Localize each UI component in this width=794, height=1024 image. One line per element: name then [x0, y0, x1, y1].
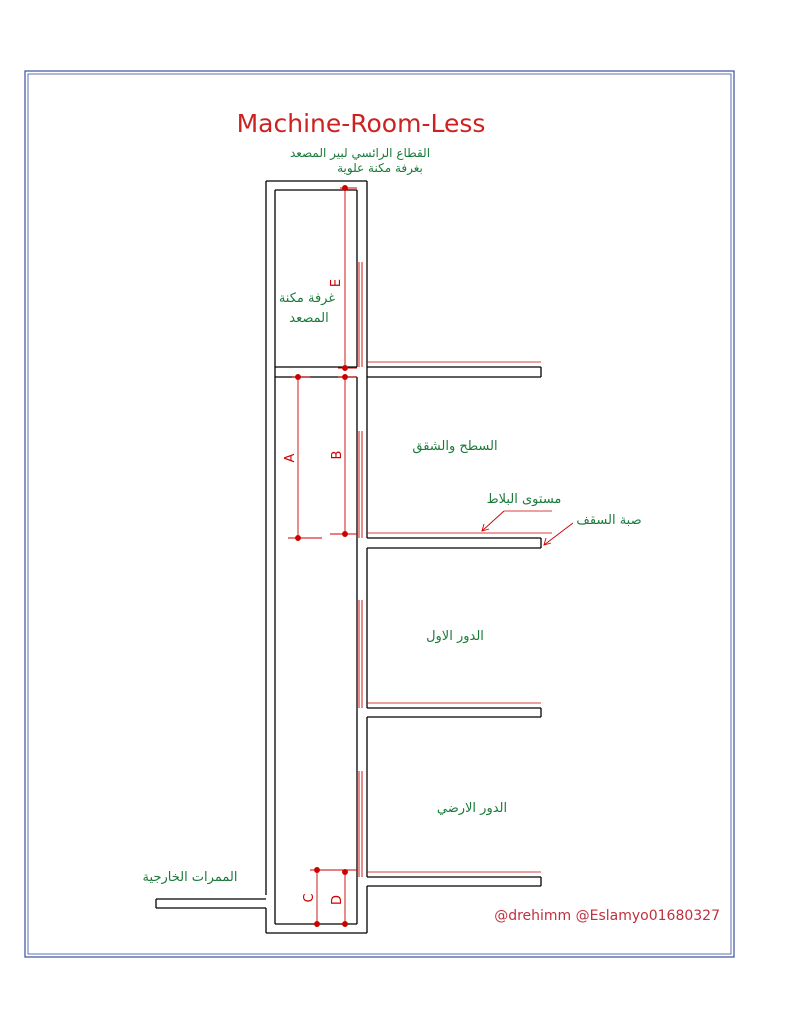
- label-slab-level: مستوى البلاط: [486, 492, 562, 507]
- dimension-label-e: E: [329, 278, 344, 288]
- label-machine-room-line-2: المصعد: [289, 311, 329, 326]
- shaft-walls: [156, 181, 367, 933]
- leader-arrows: [482, 511, 573, 545]
- credits-text: @drehimm @Eslamyo01680327: [494, 908, 720, 924]
- label-first-floor: الدور الاول: [426, 629, 484, 644]
- label-ceiling-slab: صبة السقف: [576, 513, 642, 528]
- landing-doors: [359, 262, 362, 877]
- label-ground-floor: الدور الارضي: [436, 801, 508, 816]
- label-roof-and-apartments: السطح والشقق: [412, 439, 498, 454]
- dimension-label-d: D: [330, 894, 345, 906]
- dimension-label-c: C: [302, 893, 317, 903]
- subtitle-line-1: القطاع الرائسي لبير المصعد: [289, 146, 431, 160]
- drawing-title: Machine-Room-Less: [236, 109, 486, 138]
- label-external-corridors: الممرات الخارجية: [142, 870, 238, 885]
- label-machine-room-line-1: غرفة مكنة: [278, 291, 336, 306]
- subtitle-line-2: بغرفة مكنة علوية: [337, 161, 423, 175]
- dimension-label-a: A: [283, 453, 298, 463]
- dimension-label-b: B: [330, 450, 345, 460]
